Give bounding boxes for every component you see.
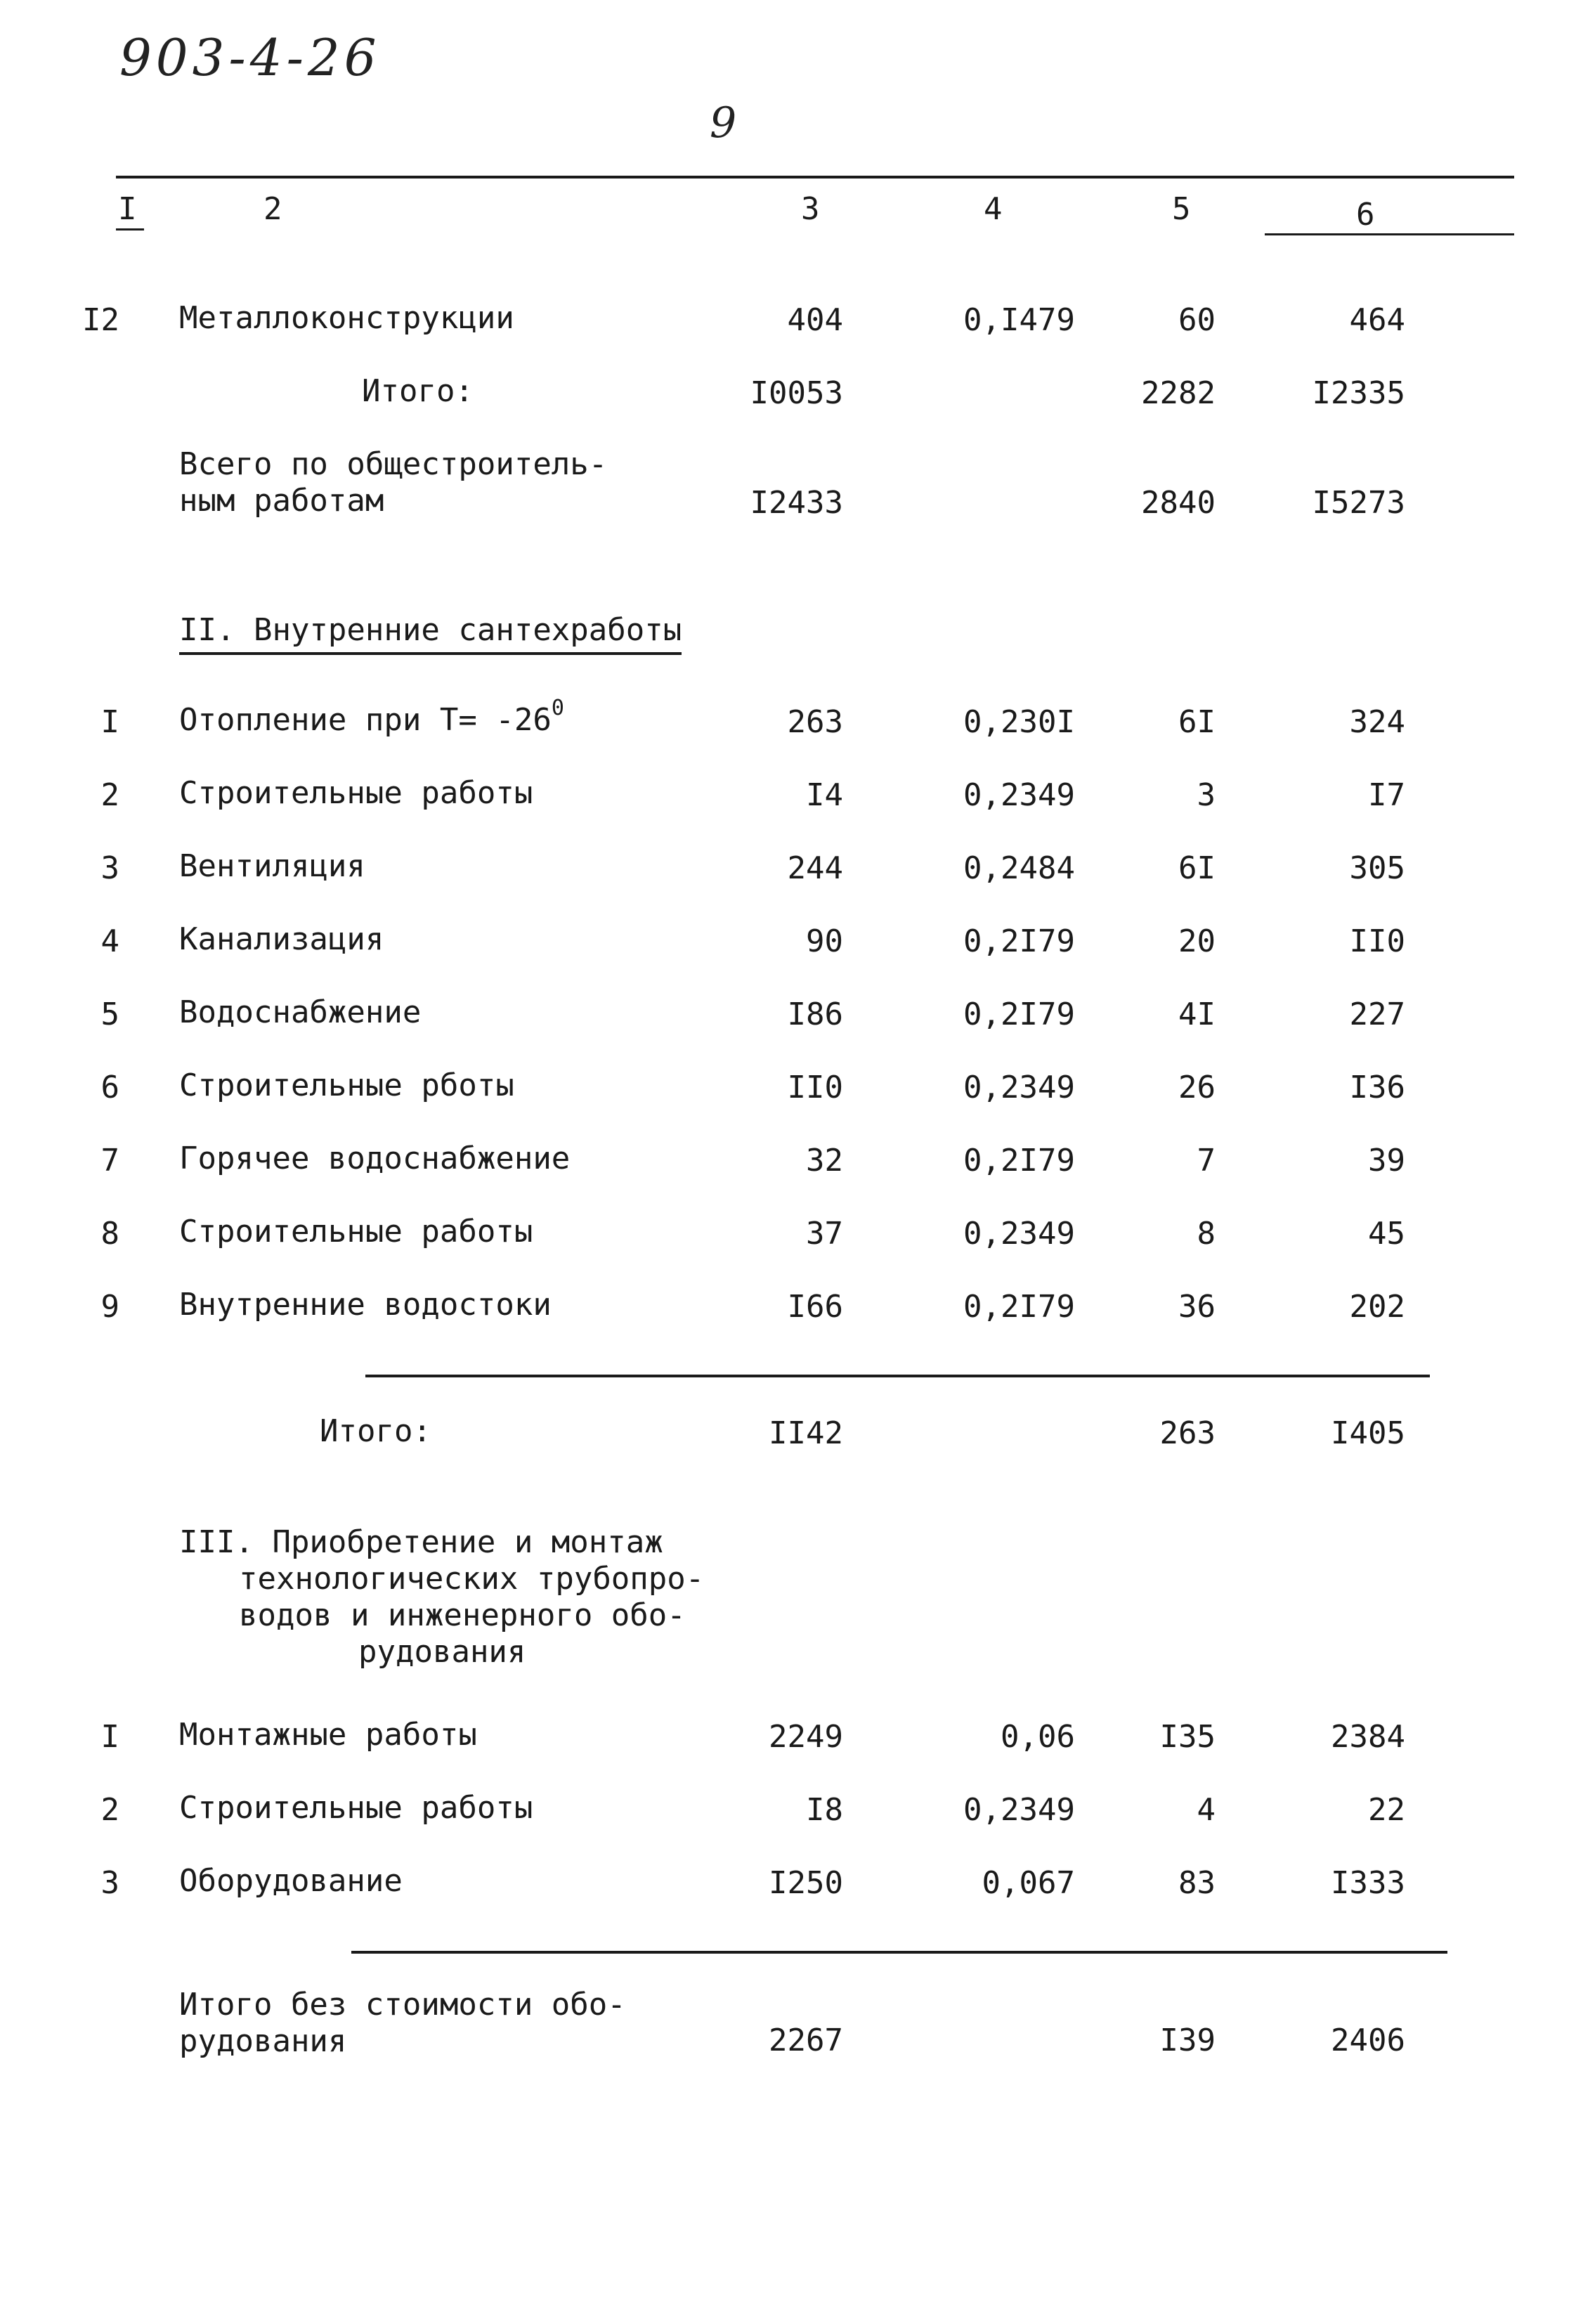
cell-col4-text: 0,2I79 [963, 1289, 1075, 1325]
column-header-1-underline [116, 228, 144, 231]
cell-col4-text: 0,2349 [963, 777, 1075, 813]
row-name [179, 1789, 533, 1827]
row-number [56, 1719, 119, 1755]
cell-col5 [1089, 1143, 1216, 1179]
cell-col4-text: 0,067 [982, 1865, 1075, 1901]
column-header-5: 5 [1172, 191, 1191, 227]
column-header-1: I [118, 191, 137, 227]
row-name-text: Строительные работы [179, 1214, 533, 1249]
cell-col5 [1089, 1865, 1216, 1901]
cell-col6-text: 39 [1368, 1143, 1405, 1179]
row-number-text: I [100, 704, 119, 740]
row-name-text: Строительные рботы [179, 1067, 514, 1103]
cell-col3: 404 [787, 302, 843, 338]
cell-col3 [703, 704, 843, 740]
cell-col5-text: 3 [1197, 777, 1216, 813]
cell-col5 [1089, 1719, 1216, 1755]
cell-col4-text: 0,2349 [963, 1070, 1075, 1105]
cell-col5 [1089, 923, 1216, 959]
row-number-text: 2 [100, 777, 119, 813]
row-name [179, 848, 365, 885]
row-number-text: 3 [100, 1865, 119, 1901]
cell-col3 [703, 1143, 843, 1179]
row-name-text: Оборудование [179, 1863, 403, 1899]
total-col5: 2282 [1141, 375, 1216, 411]
cell-col5-text: I35 [1159, 1719, 1216, 1755]
cell-col4-text: 0,2349 [963, 1216, 1075, 1252]
cell-col3-text: I4 [806, 777, 843, 813]
row-number-text: 2 [100, 1792, 119, 1828]
cell-col6-text: 324 [1349, 704, 1405, 740]
cell-col5-text: 20 [1178, 923, 1216, 959]
cell-col6-text: 45 [1368, 1216, 1405, 1252]
cell-col3-text: I86 [787, 997, 843, 1032]
row-number [56, 923, 119, 959]
row-number-text: 4 [100, 923, 119, 959]
cell-col4-text: 0,2I79 [963, 997, 1075, 1032]
row-name [179, 1862, 403, 1900]
cell-col6-text: 22 [1368, 1792, 1405, 1828]
cell-col4-text: 0,2I79 [963, 923, 1075, 959]
row-name [179, 994, 421, 1032]
cell-col5-text: 36 [1178, 1289, 1216, 1325]
row-name-text: Водоснабжение [179, 994, 422, 1030]
cell-col3-text: 263 [787, 704, 843, 740]
row-number-text: 8 [100, 1216, 119, 1252]
cell-col5 [1089, 1216, 1216, 1252]
total-label-line2: рудования [179, 2023, 347, 2059]
column-header-6: 6 [1356, 197, 1375, 233]
row-name [179, 696, 564, 739]
cell-col4 [885, 1143, 1075, 1179]
total-col3: II42 [769, 1415, 843, 1451]
total-col5: I39 [1159, 2023, 1216, 2058]
row-name-text: Строительные работы [179, 775, 533, 811]
header-top-rule [116, 176, 1514, 178]
cell-col6-text: II0 [1349, 923, 1405, 959]
cell-col6-text: 2384 [1331, 1719, 1405, 1755]
row-name-text: Внутренние водостоки [179, 1287, 552, 1323]
cell-col5-text: 4 [1197, 1792, 1216, 1828]
grand-total-label-line1: Всего по общестроитель- [179, 446, 608, 482]
cell-col3-text: I8 [806, 1792, 843, 1828]
total-col6: 2406 [1331, 2023, 1405, 2058]
cell-col5 [1089, 850, 1216, 886]
row-name: Металлоконструкции [179, 300, 514, 336]
cell-col4-text: 0,2I79 [963, 1143, 1075, 1179]
row-number [56, 1143, 119, 1179]
row-number-text: 6 [100, 1070, 119, 1105]
row-name [179, 1067, 514, 1105]
cell-col3-text: II0 [787, 1070, 843, 1105]
row-number-text: I [100, 1719, 119, 1755]
grand-total-col3: I2433 [750, 485, 843, 521]
cell-col3 [703, 850, 843, 886]
row-number [56, 1070, 119, 1105]
grand-total-label-line2: ным работам [179, 483, 384, 519]
section3-title-line3: водов и инженерного обо- [239, 1597, 686, 1633]
cell-col3-text: 244 [787, 850, 843, 886]
row-name-text: Вентиляция [179, 848, 365, 884]
document-code: 903-4-26 [119, 28, 381, 87]
row-name-text: Отопление при Т= -26 [179, 702, 552, 738]
total-col6: I2335 [1312, 375, 1405, 411]
cell-col5-text: 26 [1178, 1070, 1216, 1105]
cell-col6-text: 227 [1349, 997, 1405, 1032]
section3-total-rule [351, 1951, 1447, 1954]
cell-col6 [1265, 850, 1405, 886]
cell-col6-text: 202 [1349, 1289, 1405, 1325]
cell-col3-text: 32 [806, 1143, 843, 1179]
cell-col4 [885, 1070, 1075, 1105]
section2-total-rule [365, 1375, 1430, 1377]
cell-col5 [1089, 777, 1216, 813]
column-header-6-underline [1265, 233, 1514, 235]
cell-col4 [885, 1865, 1075, 1901]
row-number [56, 1865, 119, 1901]
cell-col3 [703, 1792, 843, 1828]
cell-col5-text: 4I [1178, 997, 1216, 1032]
page-number: 9 [710, 98, 741, 148]
cell-col5 [1089, 1289, 1216, 1325]
degree-superscript: 0 [551, 696, 564, 720]
cell-col3-text: I66 [787, 1289, 843, 1325]
row-number [56, 704, 119, 740]
cell-col6 [1265, 1216, 1405, 1252]
row-number [56, 1216, 119, 1252]
grand-total-col5: 2840 [1141, 485, 1216, 521]
row-name-text: Строительные работы [179, 1790, 533, 1826]
cell-col4 [885, 1792, 1075, 1828]
cell-col6 [1265, 1143, 1405, 1179]
cell-col5-text: 7 [1197, 1143, 1216, 1179]
cell-col4-text: 0,230I [963, 704, 1075, 740]
cell-col6 [1265, 1792, 1405, 1828]
cell-col4 [885, 850, 1075, 886]
row-name [179, 1213, 533, 1251]
cell-col4 [885, 704, 1075, 740]
cell-col3 [703, 1719, 843, 1755]
cell-col4-text: 0,2349 [963, 1792, 1075, 1828]
total-label-line1: Итого без стоимости обо- [179, 1987, 626, 2023]
row-number-text: 5 [100, 997, 119, 1032]
row-name [179, 921, 384, 959]
cell-col3-text: I250 [769, 1865, 843, 1901]
cell-col6: 464 [1349, 302, 1405, 338]
grand-total-col6: I5273 [1312, 485, 1405, 521]
cell-col3 [703, 997, 843, 1032]
cell-col5-text: 6I [1178, 704, 1216, 740]
section3-title-line4: рудования [358, 1634, 526, 1670]
cell-col4 [885, 1216, 1075, 1252]
cell-col3 [703, 1289, 843, 1325]
cell-col5-text: 6I [1178, 850, 1216, 886]
cell-col6 [1265, 1865, 1405, 1901]
cell-col3-text: 2249 [769, 1719, 843, 1755]
cell-col3 [703, 777, 843, 813]
row-number-text: 7 [100, 1143, 119, 1179]
cell-col6 [1265, 777, 1405, 813]
cell-col6 [1265, 997, 1405, 1032]
row-number-text: 3 [100, 850, 119, 886]
cell-col6-text: I333 [1331, 1865, 1405, 1901]
cell-col3-text: 37 [806, 1216, 843, 1252]
cell-col6-text: 305 [1349, 850, 1405, 886]
cell-col5 [1089, 1070, 1216, 1105]
column-header-3: 3 [801, 191, 820, 227]
cell-col3 [703, 1865, 843, 1901]
cell-col5: 60 [1178, 302, 1216, 338]
row-name-text: Канализация [179, 921, 384, 957]
row-number [56, 1792, 119, 1828]
cell-col4-text: 0,2484 [963, 850, 1075, 886]
cell-col6 [1265, 923, 1405, 959]
cell-col4: 0,I479 [963, 302, 1075, 338]
total-col3: I0053 [750, 375, 843, 411]
cell-col4 [885, 997, 1075, 1032]
cell-col6 [1265, 1070, 1405, 1105]
total-col5: 263 [1159, 1415, 1216, 1451]
cell-col5-text: 8 [1197, 1216, 1216, 1252]
row-number [56, 1289, 119, 1325]
section3-title-line1: III. Приобретение и монтаж [179, 1524, 663, 1560]
total-col6: I405 [1331, 1415, 1405, 1451]
row-number: I2 [82, 302, 119, 338]
section3-title-line2: технологических трубопро- [239, 1561, 705, 1597]
row-name [179, 1286, 552, 1324]
cell-col4 [885, 923, 1075, 959]
cell-col3 [703, 1070, 843, 1105]
row-name [179, 1716, 477, 1754]
section2-title [179, 611, 682, 649]
cell-col5 [1089, 704, 1216, 740]
cell-col6 [1265, 1289, 1405, 1325]
cell-col3-text: 90 [806, 923, 843, 959]
cell-col6 [1265, 1719, 1405, 1755]
cell-col6 [1265, 704, 1405, 740]
cell-col4 [885, 1289, 1075, 1325]
cell-col3 [703, 923, 843, 959]
cell-col6-text: I36 [1349, 1070, 1405, 1105]
cell-col5 [1089, 1792, 1216, 1828]
row-number [56, 997, 119, 1032]
cell-col3 [703, 1216, 843, 1252]
cell-col4-text: 0,06 [1001, 1719, 1075, 1755]
row-number-text: 9 [100, 1289, 119, 1325]
row-name [179, 1140, 570, 1178]
row-name-text: Горячее водоснабжение [179, 1141, 571, 1176]
column-header-4: 4 [984, 191, 1003, 227]
row-name [179, 774, 533, 812]
section2-title-text: II. Внутренние сантехработы [179, 612, 682, 655]
total-col3: 2267 [769, 2023, 843, 2058]
cell-col6-text: I7 [1368, 777, 1405, 813]
cell-col4 [885, 1719, 1075, 1755]
row-number [56, 777, 119, 813]
cell-col5-text: 83 [1178, 1865, 1216, 1901]
row-name-text: Монтажные работы [179, 1717, 477, 1753]
column-header-2: 2 [263, 191, 282, 227]
cell-col4 [885, 777, 1075, 813]
total-label: Итого: [362, 373, 474, 409]
row-number [56, 850, 119, 886]
total-label: Итого: [320, 1413, 431, 1449]
cell-col5 [1089, 997, 1216, 1032]
